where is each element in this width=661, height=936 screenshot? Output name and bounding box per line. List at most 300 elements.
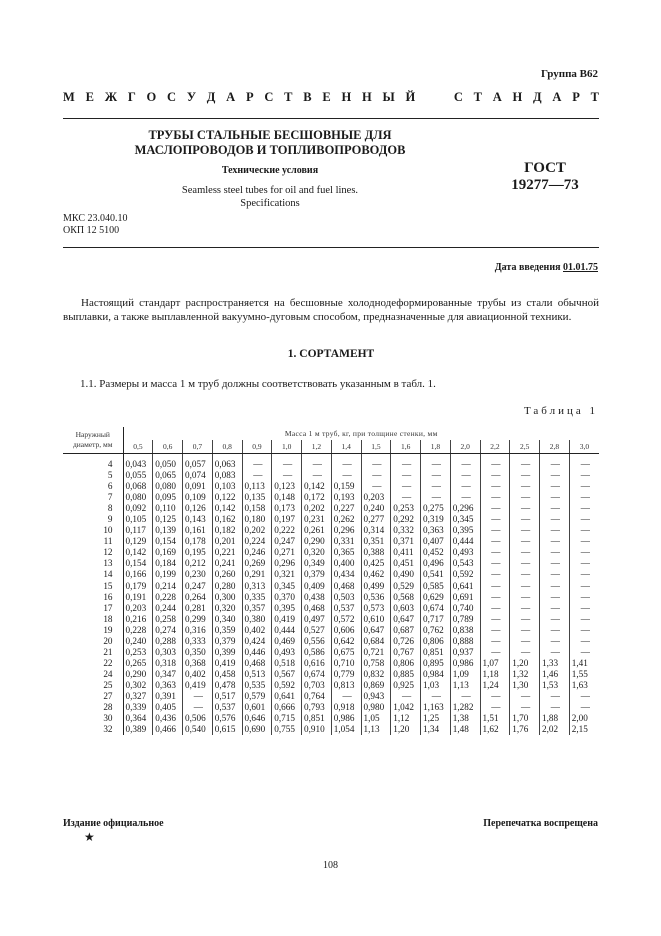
mass-cell: 1,55 (571, 668, 588, 679)
banner-letter: Е (85, 90, 94, 104)
mass-cell: — (580, 580, 590, 591)
mass-cell: 0,666 (272, 702, 302, 713)
mass-cell: 1,33 (540, 658, 570, 669)
mass-cell: — (450, 454, 480, 471)
mass-cell: 0,158 (242, 503, 272, 514)
mks-code: МКС 23.040.10 (63, 213, 128, 224)
english-title-line-1: Seamless steel tubes for oil and fuel lines. (181, 185, 359, 196)
diameter-cell: 7 (63, 492, 123, 503)
diameter-cell: 19 (63, 625, 123, 636)
mass-cell: 0,535 (242, 680, 272, 691)
mass-cell: 0,224 (242, 536, 272, 547)
table-row (63, 547, 599, 558)
mass-cell: 1,054 (331, 724, 361, 735)
banner-letter: Г (127, 90, 136, 104)
mass-cell: 0,543 (450, 558, 480, 569)
mass-cell: — (580, 514, 590, 525)
mass-cell: 0,674 (421, 603, 451, 614)
mass-cell: 0,388 (361, 547, 391, 558)
mass-cell: — (510, 614, 540, 625)
mass-cell: 0,451 (391, 558, 421, 569)
mass-cell: 0,296 (272, 558, 302, 569)
mass-cell: 0,159 (331, 481, 361, 492)
table-row (63, 702, 599, 713)
mass-cell: 0,299 (183, 614, 213, 625)
mass-cell: 0,629 (421, 592, 451, 603)
mass-cell: 0,888 (450, 636, 480, 647)
mass-cell: — (510, 603, 540, 614)
diameter-cell: 27 (63, 691, 123, 702)
table-row (63, 581, 599, 592)
mass-cell: 0,506 (183, 713, 213, 724)
mass-cell: 0,212 (183, 558, 213, 569)
mass-cell: 0,340 (212, 614, 242, 625)
mass-cell: 0,240 (123, 636, 153, 647)
mass-cell: 0,173 (272, 503, 302, 514)
mass-cell: 0,142 (212, 503, 242, 514)
mass-cell: — (540, 525, 570, 536)
mass-cell: — (580, 602, 590, 613)
mass-cell: 0,851 (302, 713, 332, 724)
mass-cell: — (391, 492, 421, 503)
mass-cell: 0,576 (212, 713, 242, 724)
document-subtitle: Технические условия (221, 165, 319, 176)
diameter-cell: 28 (63, 702, 123, 713)
mass-cell: 0,813 (331, 680, 361, 691)
mass-cell: — (510, 536, 540, 547)
mass-cell: 0,399 (212, 647, 242, 658)
diameter-cell: 10 (63, 525, 123, 536)
mass-cell: 0,755 (272, 724, 302, 735)
mass-table (63, 427, 599, 735)
mass-cell: 0,247 (183, 581, 213, 592)
mass-cell: 0,379 (212, 636, 242, 647)
mass-cell: 0,424 (242, 636, 272, 647)
effective-date-label: Дата введения (494, 262, 561, 273)
mass-cell: 0,142 (123, 547, 153, 558)
diameter-cell: 8 (63, 503, 123, 514)
mass-cell: 0,357 (242, 603, 272, 614)
table-row (63, 614, 599, 625)
mass-cell: 0,616 (302, 658, 332, 669)
table-row (63, 536, 599, 547)
mass-cell: 0,391 (153, 691, 183, 702)
mass-cell: 0,240 (361, 503, 391, 514)
mass-cell: 0,290 (302, 536, 332, 547)
mass-cell: 0,513 (242, 669, 272, 680)
thickness-header: 2,0 (450, 440, 480, 454)
mass-cell: 0,275 (421, 503, 451, 514)
effective-date-value: 01.01.75 (563, 262, 598, 273)
mass-cell: 0,169 (153, 547, 183, 558)
mass-cell: 0,365 (331, 547, 361, 558)
mass-cell: — (183, 702, 213, 713)
mass-cell: 0,586 (302, 647, 332, 658)
mass-cell: 0,370 (272, 592, 302, 603)
mass-cell: 0,419 (272, 614, 302, 625)
mass-cell: 0,452 (421, 547, 451, 558)
banner-letter: Д (533, 90, 542, 104)
mass-cell: 0,320 (212, 603, 242, 614)
mass-cell: 0,296 (331, 525, 361, 536)
mass-cell: — (480, 514, 510, 525)
banner-letter: Ж (104, 90, 118, 104)
table-row (63, 558, 599, 569)
mass-header: Масса 1 м труб, кг, при толщине стенки, мм (284, 429, 438, 438)
english-title (110, 184, 430, 210)
mass-cell: 0,288 (153, 636, 183, 647)
mass-cell: 0,230 (183, 569, 213, 580)
mass-cell: 1,042 (391, 702, 421, 713)
mass-cell: — (450, 481, 480, 492)
mass-cell: 0,536 (361, 592, 391, 603)
okp-code: ОКП 12 5100 (63, 225, 120, 236)
thickness-header: 1,2 (302, 440, 332, 454)
mass-cell: — (580, 459, 590, 470)
mass-cell: 0,154 (153, 536, 183, 547)
mass-cell: 0,710 (331, 658, 361, 669)
mass-cell: 0,573 (361, 603, 391, 614)
mass-cell: — (510, 569, 540, 580)
mass-cell: 1,05 (361, 713, 391, 724)
mass-cell: 0,247 (272, 536, 302, 547)
table-row (63, 647, 599, 658)
mass-cell: 1,70 (510, 713, 540, 724)
mass-cell: — (540, 454, 570, 471)
mass-cell: 0,339 (123, 702, 153, 713)
mass-cell: 0,350 (183, 647, 213, 658)
mass-cell: — (510, 581, 540, 592)
mass-cell: 1,18 (480, 669, 510, 680)
clause-text: 1.1. Размеры и масса 1 м труб должны соответствовать указанным в табл. 1. (80, 378, 436, 390)
mass-cell: — (480, 470, 510, 481)
mass-cell: — (361, 454, 391, 471)
mass-cell: 0,838 (450, 625, 480, 636)
mass-cell: — (510, 592, 540, 603)
mass-cell: 0,363 (153, 680, 183, 691)
mass-cell: 0,832 (361, 669, 391, 680)
mass-cell: — (580, 624, 590, 635)
diameter-cell: 6 (63, 481, 123, 492)
mass-cell: 0,585 (421, 581, 451, 592)
mass-cell: — (272, 470, 302, 481)
mass-cell: 0,568 (391, 592, 421, 603)
mass-cell: 0,402 (183, 669, 213, 680)
mass-cell: — (391, 454, 421, 471)
mass-cell: 0,518 (272, 658, 302, 669)
mass-cell: — (540, 514, 570, 525)
mass-cell: — (272, 454, 302, 471)
mass-cell: — (540, 702, 570, 713)
mass-cell: 0,468 (302, 603, 332, 614)
mass-cell: 0,280 (212, 581, 242, 592)
mass-cell: — (361, 481, 391, 492)
mass-cell: 0,143 (183, 514, 213, 525)
diameter-cell: 14 (63, 569, 123, 580)
mass-cell: — (540, 592, 570, 603)
mass-cell: 1,20 (391, 724, 421, 735)
mass-cell: 0,182 (212, 525, 242, 536)
mass-cell: 0,180 (242, 514, 272, 525)
mass-cell: 0,641 (272, 691, 302, 702)
mass-cell: — (480, 525, 510, 536)
mass-cell: 0,080 (123, 492, 153, 503)
banner-letter: С (167, 90, 177, 104)
mass-cell: 0,244 (153, 603, 183, 614)
banner-letter: Е (322, 90, 331, 104)
mass-cell: 0,271 (272, 547, 302, 558)
diameter-cell: 30 (63, 713, 123, 724)
banner-letter: А (492, 90, 502, 104)
diameter-cell: 5 (63, 470, 123, 481)
mass-cell: — (580, 569, 590, 580)
mass-cell: 0,203 (361, 492, 391, 503)
mass-cell: — (580, 470, 590, 481)
mass-cell: 0,262 (331, 514, 361, 525)
mass-cell: 0,179 (123, 581, 153, 592)
english-title-line-2: Specifications (240, 198, 300, 209)
diameter-cell: 20 (63, 636, 123, 647)
mass-cell: 0,715 (272, 713, 302, 724)
mass-cell: 0,351 (361, 536, 391, 547)
mass-cell: 0,091 (183, 481, 213, 492)
mass-cell: 0,055 (123, 470, 153, 481)
mass-cell: 0,142 (302, 481, 332, 492)
mass-cell: 0,193 (331, 492, 361, 503)
mass-cell: — (580, 702, 590, 713)
mass-cell: 1,53 (540, 680, 570, 691)
mass-cell: 0,726 (391, 636, 421, 647)
diameter-cell: 24 (63, 669, 123, 680)
mass-cell: 0,202 (302, 503, 332, 514)
table-row (63, 569, 599, 580)
mass-cell: 0,405 (153, 702, 183, 713)
mass-cell: 0,537 (212, 702, 242, 713)
mass-cell: — (580, 492, 590, 503)
banner-letter: Т (590, 90, 599, 104)
mass-cell: 0,303 (153, 647, 183, 658)
document-title (110, 128, 430, 158)
table-row (63, 625, 599, 636)
mass-cell: 0,335 (242, 592, 272, 603)
mass-cell: 0,446 (242, 647, 272, 658)
mass-cell: — (580, 613, 590, 624)
mass-cell: 0,332 (391, 525, 421, 536)
mass-cell: 0,368 (183, 658, 213, 669)
mass-cell: 0,764 (302, 691, 332, 702)
mass-cell: 1,88 (540, 713, 570, 724)
mass-cell: 0,277 (361, 514, 391, 525)
mass-cell: — (480, 503, 510, 514)
mass-cell: 0,057 (183, 454, 213, 471)
mass-cell: 0,122 (212, 492, 242, 503)
mass-cell: 1,13 (450, 680, 480, 691)
mass-cell: 0,468 (242, 658, 272, 669)
mass-cell: 0,419 (183, 680, 213, 691)
mass-cell: 0,925 (391, 680, 421, 691)
mass-cell: 0,541 (421, 569, 451, 580)
mass-cell: — (540, 558, 570, 569)
mass-cell: — (391, 481, 421, 492)
mass-cell: 0,080 (153, 481, 183, 492)
banner-letter: Н (341, 90, 352, 104)
mass-cell: 0,444 (272, 625, 302, 636)
mass-cell: 0,154 (123, 558, 153, 569)
mass-cell: 0,379 (302, 569, 332, 580)
mass-cell: 1,34 (421, 724, 451, 735)
mass-cell: — (421, 470, 451, 481)
mass-cell: 0,117 (123, 525, 153, 536)
mass-cell: 0,109 (183, 492, 213, 503)
mass-cell: 0,646 (242, 713, 272, 724)
mass-cell: 0,364 (123, 713, 153, 724)
mass-cell: 0,490 (391, 569, 421, 580)
table-label: Таблица 1 (523, 405, 598, 417)
mass-cell: 0,499 (361, 581, 391, 592)
mass-cell: 0,331 (331, 536, 361, 547)
mass-cell: 0,647 (361, 625, 391, 636)
reprint-note: Перепечатка воспрещена (483, 818, 598, 829)
mass-cell: — (540, 547, 570, 558)
banner-letter: А (552, 90, 562, 104)
mass-cell: 0,496 (421, 558, 451, 569)
banner-letter: У (186, 90, 197, 104)
mass-cell: 0,943 (361, 691, 391, 702)
table-row (63, 492, 599, 503)
mass-cell: 0,292 (391, 514, 421, 525)
diameter-header-line-2: диаметр, мм (72, 440, 113, 449)
banner-letter: Й (405, 90, 416, 104)
mass-cell: 0,191 (123, 592, 153, 603)
mass-cell: — (480, 603, 510, 614)
mass-cell: 2,02 (540, 724, 570, 735)
gost-code: 19277—73 (511, 177, 579, 193)
mass-cell: 0,767 (391, 647, 421, 658)
table-row (63, 713, 599, 724)
mass-cell: 0,347 (153, 669, 183, 680)
mass-cell: — (480, 569, 510, 580)
mass-cell: — (242, 470, 272, 481)
mass-cell: — (540, 503, 570, 514)
mass-cell: 1,09 (450, 669, 480, 680)
mass-cell: 0,216 (123, 614, 153, 625)
table-row (63, 691, 599, 702)
mass-cell: — (242, 454, 272, 471)
banner-letter: Т (284, 90, 293, 104)
mass-cell: — (480, 592, 510, 603)
mass-cell: — (510, 547, 540, 558)
mass-cell: — (480, 614, 510, 625)
mass-cell: — (510, 702, 540, 713)
mass-cell: 0,103 (212, 481, 242, 492)
thickness-header: 0,9 (242, 440, 272, 454)
mass-cell: 0,529 (391, 581, 421, 592)
mass-cell: 0,246 (242, 547, 272, 558)
mass-cell: 0,228 (153, 592, 183, 603)
mass-cell: — (480, 536, 510, 547)
mass-cell: 0,793 (302, 702, 332, 713)
mass-cell: — (580, 547, 590, 558)
mass-cell: — (183, 691, 213, 702)
mass-cell: 0,389 (123, 724, 153, 735)
mass-cell: 0,241 (212, 558, 242, 569)
mass-cell: — (580, 691, 590, 701)
header-rule (63, 118, 599, 119)
header-bottom-rule (63, 247, 599, 248)
mass-cell: 0,092 (123, 503, 153, 514)
mass-cell: 0,228 (123, 625, 153, 636)
mass-cell: 0,425 (361, 558, 391, 569)
official-edition-note: Издание официальное (63, 818, 164, 829)
mass-cell: — (540, 691, 570, 702)
mass-cell: 0,313 (242, 581, 272, 592)
mass-cell: — (580, 503, 590, 514)
mass-cell: 0,537 (331, 603, 361, 614)
mass-cell: 0,895 (421, 658, 451, 669)
mass-cell: 0,690 (242, 724, 272, 735)
mass-cell: — (450, 492, 480, 503)
mass-cell: 0,258 (153, 614, 183, 625)
mass-cell: 0,319 (421, 514, 451, 525)
mass-cell: 0,105 (123, 514, 153, 525)
mass-cell: 2,15 (571, 724, 588, 735)
mass-cell: 0,260 (212, 569, 242, 580)
mass-cell: — (421, 492, 451, 503)
mass-cell: 0,318 (153, 658, 183, 669)
mass-cell: 0,684 (361, 636, 391, 647)
diameter-cell: 13 (63, 558, 123, 569)
banner-letter: С (264, 90, 274, 104)
thickness-header: 0,6 (153, 440, 183, 454)
mass-cell: 0,043 (123, 454, 153, 471)
mass-cell: 0,674 (302, 669, 332, 680)
mass-cell: 0,409 (302, 581, 332, 592)
thickness-header: 1,4 (331, 440, 361, 454)
mass-cell: 0,647 (391, 614, 421, 625)
title-line-1: ТРУБЫ СТАЛЬНЫЕ БЕСШОВНЫЕ ДЛЯ (148, 128, 392, 142)
mass-cell: — (480, 702, 510, 713)
diameter-cell: 32 (63, 724, 123, 735)
table-row (63, 680, 599, 691)
mass-cell: 0,503 (331, 592, 361, 603)
mass-cell: — (580, 646, 590, 657)
thickness-header: 0,7 (183, 440, 213, 454)
mass-cell: 0,572 (331, 614, 361, 625)
mass-cell: — (480, 547, 510, 558)
mass-cell: 0,540 (183, 724, 213, 735)
table-row (63, 514, 599, 525)
mass-cell: 0,300 (212, 592, 242, 603)
mass-cell: 0,296 (450, 503, 480, 514)
banner-letter: Р (245, 90, 254, 104)
mass-cell: 0,885 (391, 669, 421, 680)
mass-cell: 0,762 (421, 625, 451, 636)
mass-cell: 0,601 (242, 702, 272, 713)
mass-cell: 0,083 (212, 470, 242, 481)
mass-cell: — (580, 481, 590, 492)
diameter-header-line-1: Наружный (75, 430, 110, 439)
mass-cell: 0,937 (450, 647, 480, 658)
mass-cell: — (540, 492, 570, 503)
mass-cell: 0,466 (153, 724, 183, 735)
mass-cell: 0,869 (361, 680, 391, 691)
table-row (63, 658, 599, 669)
mass-cell: — (510, 691, 540, 702)
classification-codes (63, 213, 127, 237)
banner-letter: Т (473, 90, 482, 104)
mass-cell: 0,556 (302, 636, 332, 647)
mass-cell: 0,166 (123, 569, 153, 580)
